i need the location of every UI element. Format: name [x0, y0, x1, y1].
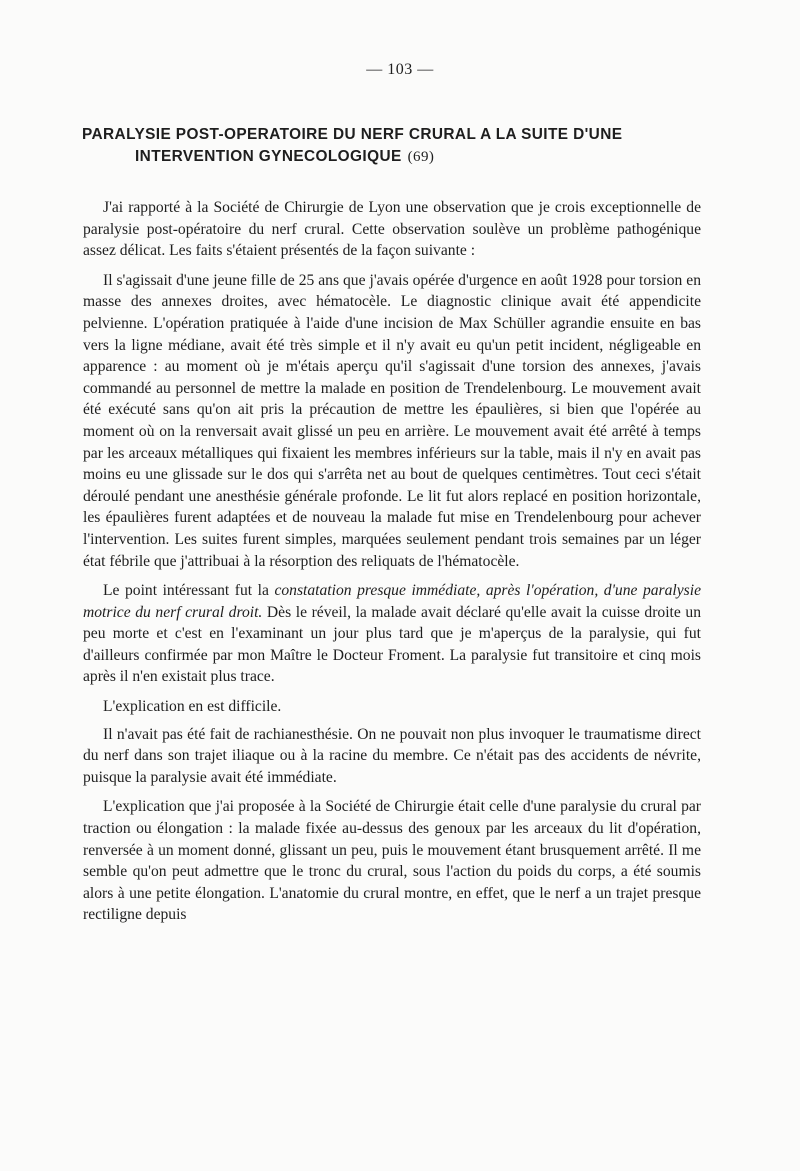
paragraph-3-emphasis: constatation presque immédiate, après l'opération, d'une paralysie motrice du nerf crural droit.: [83, 582, 701, 621]
page-number: — 103 —: [366, 61, 434, 78]
paragraph-4: L'explication en est difficile.: [103, 698, 282, 716]
title-reference: (69): [407, 149, 435, 165]
paragraph-3: [83, 580, 701, 688]
title-line-2: [82, 146, 722, 168]
title-line-2-text: INTERVENTION GYNECOLOGIQUE: [135, 148, 402, 165]
paragraph-3-lead: Le point intéressant fut la: [103, 582, 275, 600]
paragraph-6: L'explication que j'ai proposée à la Société de Chirurgie était celle d'une paralysie du crural par traction ou élongation : la malade fixée au-dessus des genoux par les arceaux du lit d'opération, renversée à un moment donné, glissant un peu, puis le mouvement étant brusquement arrêté. Il me semble qu'on peut admettre que le tronc du crural, sous l'action du poids du corps, a été soumis alors à une petite élongation. L'anatomie du crural montre, en effet, que le nerf a un trajet presque rectiligne depuis: [83, 798, 701, 924]
paragraph-1: J'ai rapporté à la Société de Chirurgie de Lyon une observation que je crois exceptionnelle de paralysie post-opératoire du nerf crural. Cette observation soulève un problème pathogénique assez délicat. Les faits s'étaient présentés de la façon suivante :: [83, 199, 701, 260]
article-body: [83, 197, 701, 934]
article-title: [82, 124, 722, 168]
title-line-1: PARALYSIE POST-OPERATOIRE DU NERF CRURAL A LA SUITE D'UNE: [82, 126, 623, 143]
paragraph-2: Il s'agissait d'une jeune fille de 25 ans que j'avais opérée d'urgence en août 1928 pour torsion en masse des annexes droites, avec hématocèle. Le diagnostic clinique avait été appendicite pelvienne. L'opération pratiquée à l'aide d'une incision de Max Schüller agrandie ensuite en bas vers la ligne médiane, avait été très simple et il n'y avait eu qu'un petit incident, négligeable en apparence : au moment où je m'étais aperçu qu'il s'agissait d'une torsion des annexes, j'avais commandé au personnel de mettre la malade en position de Trendelenbourg. Le mouvement avait été exécuté sans qu'on ait pris la précaution de mettre les épaulières, si bien que l'opérée au moment où on la renversait avait glissé un peu en arrière. Le mouvement avait été arrêté à temps par les arceaux métalliques qui fixaient les membres inférieurs sur la table, mais il n'y en avait pas moins eu une glissade sur le dos qui s'arrêta net au bout de quelques centimètres. Tout ceci s'était déroulé pendant une anesthésie générale profonde. Le lit fut alors replacé en position horizontale, les épaulières furent adaptées et de nouveau la malade fut mise en Trendelenbourg pour achever l'intervention. Les suites furent simples, marquées seulement pendant trois semaines par un léger état fébrile que j'attribuai à la résorption des reliquats de l'hématocèle.: [83, 271, 701, 570]
paragraph-3-rest: Dès le réveil, la malade avait déclaré qu'elle avait la cuisse droite un peu morte et c'est en l'examinant un jour plus tard que je m'aperçus de la paralysie, qui fut d'ailleurs confirmée par mon Maître le Docteur Froment. La paralysie fut transitoire et cinq mois après il n'en existait plus trace.: [83, 603, 701, 686]
paragraph-5: Il n'avait pas été fait de rachianesthésie. On ne pouvait non plus invoquer le traumatisme direct du nerf dans son trajet iliaque ou à la racine du membre. Ce n'était pas des accidents de névrite, puisque la paralysie avait été immédiate.: [83, 725, 701, 786]
